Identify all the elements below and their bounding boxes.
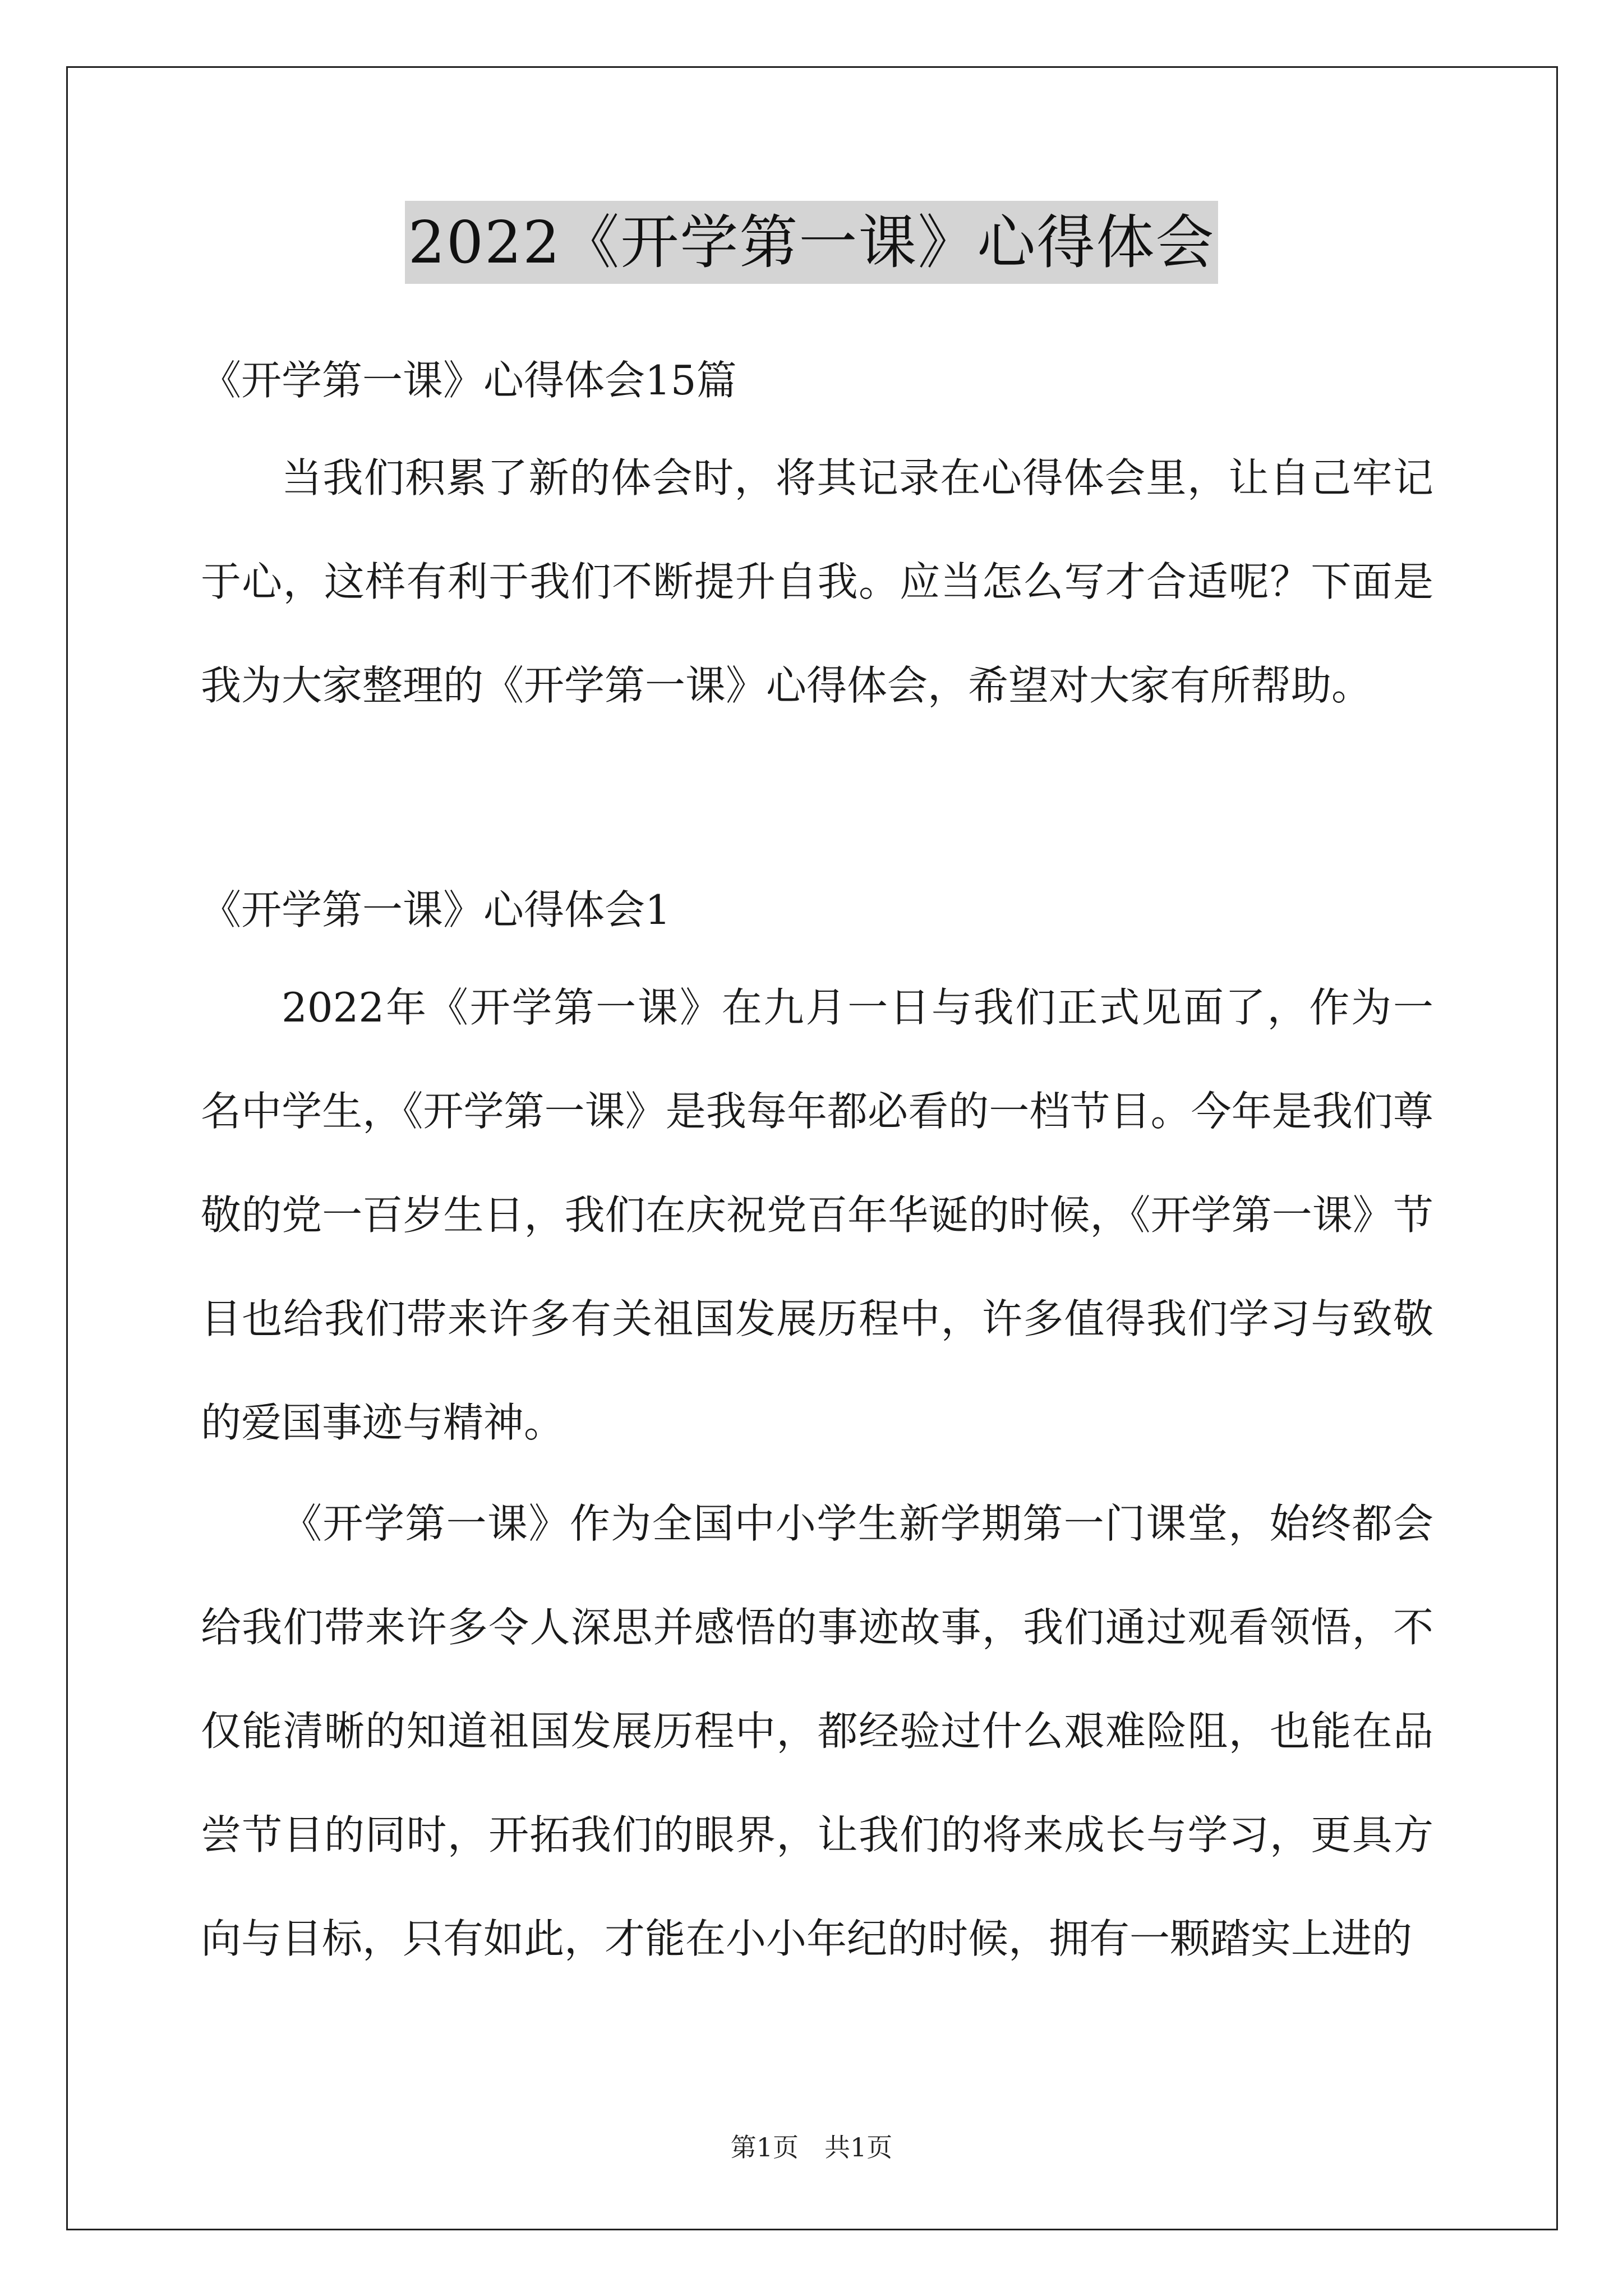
page-total: 共1页 [824, 2132, 893, 2162]
document-title: 2022《开学第一课》心得体会 [405, 201, 1219, 284]
title-container [0, 201, 1623, 284]
document-subtitle: 《开学第一课》心得体会15篇 [201, 357, 737, 404]
page-number: 第1页 [730, 2132, 799, 2162]
intro-paragraph: 当我们积累了新的体会时，将其记录在心得体会里，让自己牢记于心，这样有利于我们不断提升自我。应当怎么写才合适呢？下面是我为大家整理的《开学第一课》心得体会，希望对大家有所帮助。 [201, 454, 1433, 709]
section-heading: 《开学第一课》心得体会1 [201, 886, 671, 933]
body-paragraph-1: 2022年《开学第一课》在九月一日与我们正式见面了，作为一名中学生，《开学第一课》是我每年都必看的一档节目。今年是我们尊敬的党一百岁生日，我们在庆祝党百年华诞的时候，《开学第一课》节目也给我们带来许多有关祖国发展历程中，许多值得我们学习与致敬的爱国事迹与精神。 [201, 984, 1433, 1446]
page-footer [0, 2131, 1623, 2164]
body-paragraph-2: 《开学第一课》作为全国中小学生新学期第一门课堂，始终都会给我们带来许多令人深思并感悟的事迹故事，我们通过观看领悟，不仅能清晰的知道祖国发展历程中，都经验过什么艰难险阻，也能在品尝节目的同时，开拓我们的眼界，让我们的将来成长与学习，更具方向与目标，只有如此，才能在小小年纪的时候，拥有一颗踏实上进的 [201, 1500, 1433, 1962]
